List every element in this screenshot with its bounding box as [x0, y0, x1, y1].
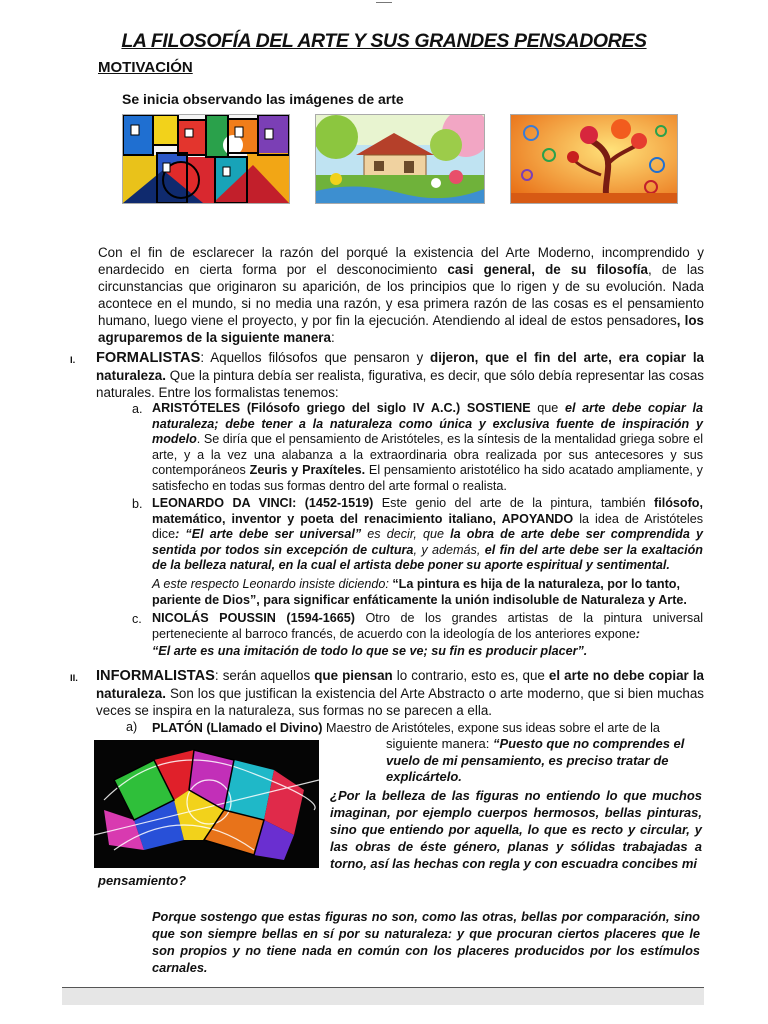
poussin-quote: [152, 643, 703, 659]
section-informalistas: [96, 667, 704, 719]
text-bold: casi general, de su filosofía: [447, 262, 648, 277]
section-number: I.: [70, 355, 76, 366]
text-bold: Zeuris y Praxíteles.: [249, 463, 366, 478]
intro-line: Se inicia observando las imágenes de arte: [122, 91, 404, 107]
page-top-mark: [376, 2, 392, 3]
text-bold: NICOLÁS POUSSIN (1594-1665): [152, 611, 355, 625]
text-italic: es decir, que: [361, 527, 451, 542]
item-leonardo: [152, 496, 703, 574]
text-bold: LEONARDO DA VINCI: (1452-1519): [152, 496, 374, 510]
text: Otro de los grandes artistas de la pintura universal perteneciente al barroco francés, de acuerdo con la ideología de los anteriores expone: [152, 611, 703, 641]
text: Que la pintura debía ser realista, figurativa, es decir, que sólo debía representar las cosas naturales. Entre los formalistas tenemos:: [96, 368, 704, 400]
text-bold: el arte no debe copiar la naturaleza.: [96, 668, 704, 701]
text: : serán aquellos: [214, 668, 315, 683]
text-bold-italic: ¿Por la belleza de las figuras no entiendo lo que muchos imaginan, por ejemplo cuerpos hermosos, bellas pinturas, sino que entiendo por aquella, lo que es recto y circular, y las obras de éste género, planas y sólidas trabajadas a torno, así las hechas con regla y con escuadra concibes mi: [330, 788, 702, 871]
text-italic: A este respecto Leonardo insiste diciendo:: [152, 577, 393, 591]
text-bold-italic: pensamiento?: [98, 873, 187, 888]
section-heading-motivacion: MOTIVACIÓN: [98, 59, 193, 76]
list-label: a.: [132, 402, 143, 416]
platon-quote-1-end: [98, 873, 186, 889]
platon-intro: [386, 736, 702, 786]
text: , de las circunstancias que originaron su aparición, de los principios que lo rigen y de su evolución. Nada acontece en el mundo, si no media una razón, y esa primera razón de las cosas es el pensamiento humano, luego viene el proyecto, y por fin la ejecución. Atendiendo al ideal de estos pensadores: [98, 262, 704, 328]
text: . Se diría que el pensamiento de Aristóteles, es la síntesis de la mentalidad griega sobre el arte, y a la vez una alabanza a la extraordinaria obra realizada por sus antecesores y sus contemporáneos: [152, 432, 703, 478]
text: Con el fin de esclarecer la razón del porqué la existencia del Arte Moderno, incomprendido y enardecido en cierta forma por el desconocimiento: [98, 245, 704, 277]
text: Son los que justifican la existencia del Arte Abstracto o arte moderno, que si bien muchas veces se inspira en la naturaleza, sus formas no se parecen a ella.: [96, 686, 704, 718]
text: que: [530, 401, 565, 415]
list-label: a): [126, 720, 138, 734]
text-italic: , y además,: [413, 542, 485, 557]
text: :: [330, 330, 335, 345]
abstract-geometric-painting: [94, 740, 319, 868]
text-bold: que piensan: [314, 668, 393, 683]
text-bold: filósofo, matemático, inventor y poeta del renacimiento italiano, APOYANDO: [152, 496, 703, 526]
leonardo-quote: [152, 576, 703, 608]
page-title: LA FILOSOFÍA DEL ARTE Y SUS GRANDES PENSADORES: [121, 30, 647, 52]
text: siguiente manera:: [386, 736, 493, 751]
text-bold-italic: el arte debe copiar la naturaleza; debe tener a la naturaleza como única y exclusiva fuente de inspiración y modelo: [152, 401, 703, 447]
list-label: c.: [132, 612, 142, 626]
platon-quote-2: [152, 908, 700, 976]
item-platon: [152, 720, 703, 736]
text: El pensamiento aristotélico ha sido acatado ampliamente, y satisfecho en todas sus formas dentro del arte formal o realista.: [152, 463, 703, 493]
section-number: II.: [70, 673, 78, 684]
text-bold-italic: : “El arte debe ser universal”: [175, 527, 362, 542]
list-label: b.: [132, 497, 143, 511]
text-bold: ARISTÓTELES (Filósofo griego del siglo IV A.C.) SOSTIENE: [152, 401, 531, 415]
section-heading: INFORMALISTAS: [96, 668, 215, 684]
abstract-houses-painting: [122, 114, 290, 204]
item-aristoteles: [152, 401, 703, 495]
cottage-landscape-painting: [315, 114, 485, 204]
item-poussin: [152, 611, 703, 642]
text: : Aquellos filósofos que pensaron y: [200, 350, 431, 365]
text: lo contrario, esto es, que: [392, 668, 549, 683]
text-bold-italic: :: [635, 626, 640, 641]
text-bold: , los agruparemos de la siguiente manera: [98, 313, 704, 345]
text-bold-italic: el fin del arte debe ser la exaltación de la belleza natural, en la cual el artista debe poner su aporte espiritual y sentimental.: [152, 542, 704, 573]
text-bold-italic: “El arte es una imitación de todo lo que se ve; su fin es producir placer”.: [152, 644, 588, 658]
tree-circles-painting: [510, 114, 678, 204]
platon-quote-1: [330, 787, 702, 872]
text: Este genio del arte de la pintura, también: [373, 496, 655, 510]
intro-paragraph: [98, 244, 704, 346]
text: la idea de Aristóteles dice: [152, 511, 703, 542]
text-bold-italic: “Puesto que no comprendes el vuelo de mi pensamiento, es preciso tratar de explicártelo.: [386, 736, 685, 784]
text-bold-italic: Porque sostengo que estas figuras no son, como las otras, bellas por comparación, sino que son siempre bellas en sí por su naturaleza: y que procuran ciertos placeres que le son propios y no tiene nada en común con los placeres producidos por los estímulos carnales.: [152, 909, 700, 975]
page-footer-bar: [62, 987, 704, 1005]
text-bold: “La pintura es hija de la naturaleza, por lo tanto, pariente de Dios”, para significar enfáticamente la unión indisoluble de Naturaleza y Arte.: [152, 577, 687, 607]
text-bold: PLATÓN (Llamado el Divino): [152, 721, 323, 735]
section-formalistas: [96, 349, 704, 401]
text-bold: dijeron, que el fin del arte, era copiar la naturaleza.: [96, 350, 705, 383]
text: Maestro de Aristóteles, expone sus ideas sobre el arte de la: [322, 721, 660, 735]
text-bold-italic: la obra de arte debe ser comprendida y sentida por todos sin excepción de cultura: [152, 527, 703, 557]
section-heading: FORMALISTAS: [96, 350, 201, 366]
